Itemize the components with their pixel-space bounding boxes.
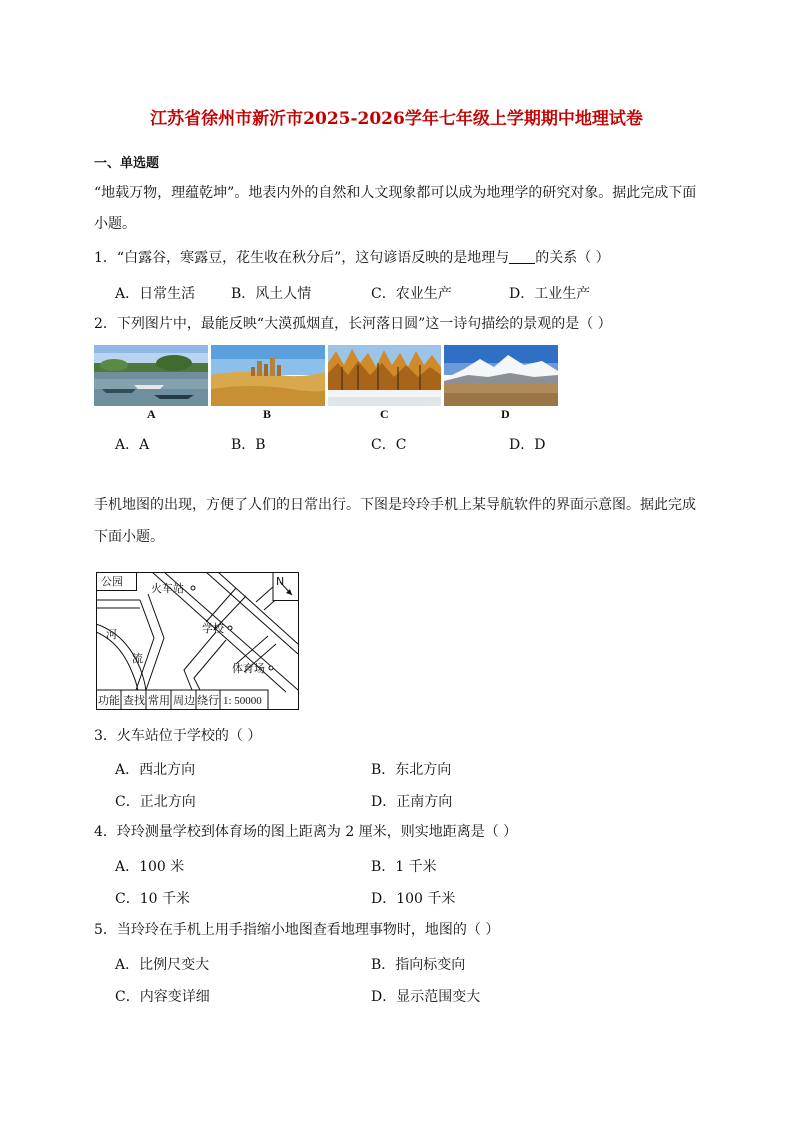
photo-b-desert[interactable]	[211, 345, 325, 406]
intro1-line2: 小题。	[94, 216, 136, 232]
photo-a-lake[interactable]	[94, 345, 208, 406]
q1-option-b[interactable]: B．风土人情	[231, 286, 312, 302]
q2-stem: 2．下列图片中，最能反映“大漠孤烟直，长河落日圆”这一诗句描绘的景观的是（ ）	[94, 316, 612, 332]
q3-option-b[interactable]: B．东北方向	[371, 762, 452, 778]
exam-title: 江苏省徐州市新沂市2025-2026学年七年级上学期期中地理试卷	[150, 109, 643, 129]
q1-option-a[interactable]: A．日常生活	[115, 286, 196, 302]
station-marker	[191, 586, 195, 590]
q2-option-a[interactable]: A．A	[115, 437, 150, 453]
toolbar-common[interactable]: 常用	[148, 694, 170, 707]
stadium-marker	[269, 666, 273, 670]
intro2-line2: 下面小题。	[94, 529, 164, 545]
q5-option-c[interactable]: C．内容变详细	[115, 989, 210, 1005]
q5-option-a[interactable]: A．比例尺变大	[115, 957, 210, 973]
q5-option-d[interactable]: D．显示范围变大	[371, 989, 481, 1005]
photo-b-label: B	[263, 407, 272, 421]
photo-d-label: D	[501, 407, 510, 421]
river-label-2: 流	[132, 652, 143, 665]
q4-option-c[interactable]: C．10 千米	[115, 891, 190, 907]
answer-blank	[509, 249, 535, 264]
q3-option-d[interactable]: D．正南方向	[371, 794, 453, 810]
toolbar-search[interactable]: 查找	[123, 694, 145, 707]
q2-option-b[interactable]: B．B	[231, 437, 266, 453]
q1-stem	[94, 248, 610, 268]
toolbar-detour[interactable]: 绕行	[197, 694, 219, 707]
station-label: 火车站	[151, 582, 184, 595]
navigation-map[interactable]	[96, 572, 299, 710]
q3-option-a[interactable]: A．西北方向	[115, 762, 196, 778]
photo-d-mountain[interactable]	[444, 345, 558, 406]
photo-c-forest[interactable]	[328, 345, 441, 406]
q4-option-d[interactable]: D．100 千米	[371, 891, 456, 907]
stadium-label: 体育场	[232, 662, 265, 675]
q5-stem: 5．当玲玲在手机上用手指缩小地图查看地理事物时，地图的（ ）	[94, 922, 500, 938]
toolbar-func[interactable]: 功能	[98, 694, 120, 707]
toolbar-nearby[interactable]: 周边	[173, 694, 195, 707]
q1-option-d[interactable]: D．工业生产	[509, 286, 591, 302]
q3-option-c[interactable]: C．正北方向	[115, 794, 196, 810]
school-marker	[228, 626, 232, 630]
q5-option-b[interactable]: B．指向标变向	[371, 957, 466, 973]
q4-option-a[interactable]: A．100 米	[115, 859, 185, 875]
map-scale: 1: 50000	[223, 695, 262, 707]
q1-stem-pre: 1．“白露谷，寒露豆，花生收在秋分后”，这句谚语反映的是地理与	[94, 250, 510, 266]
q1-stem-post: 的关系（ ）	[535, 250, 610, 266]
north-label: N	[276, 575, 285, 588]
intro2-line1: 手机地图的出现，方便了人们的日常出行。下图是玲玲手机上某导航软件的界面示意图。据此完成	[94, 497, 696, 513]
q2-option-d[interactable]: D．D	[509, 437, 546, 453]
q4-option-b[interactable]: B．1 千米	[371, 859, 437, 875]
q2-option-c[interactable]: C．C	[371, 437, 407, 453]
q1-option-c[interactable]: C．农业生产	[371, 286, 452, 302]
q4-stem: 4．玲玲测量学校到体育场的图上距离为 2 厘米，则实地距离是（ ）	[94, 824, 518, 840]
intro1-line1: “地载万物，理蕴乾坤”。地表内外的自然和人文现象都可以成为地理学的研究对象。据此完成下面	[94, 185, 697, 201]
q3-stem: 3．火车站位于学校的（ ）	[94, 728, 262, 744]
photo-c-label: C	[380, 407, 389, 421]
section-heading: 一、单选题	[94, 156, 160, 171]
river-label-1: 河	[106, 628, 117, 641]
park-label: 公园	[101, 575, 123, 588]
photo-a-label: A	[147, 407, 156, 421]
school-label: 学校	[202, 622, 224, 635]
